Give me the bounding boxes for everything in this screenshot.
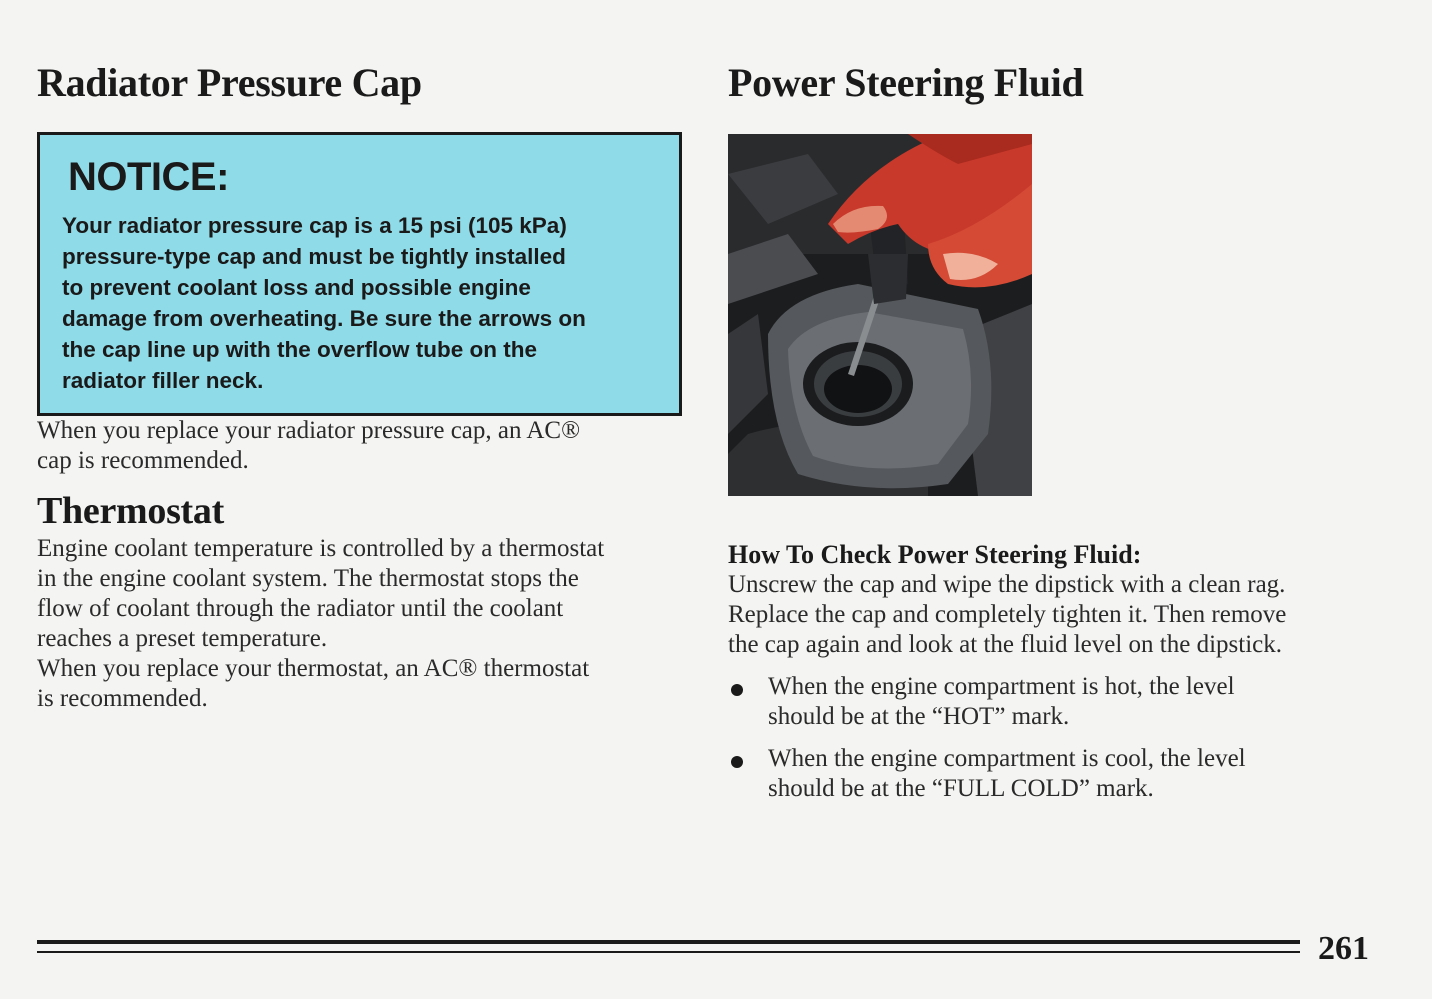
how-to-check-subheading: How To Check Power Steering Fluid: <box>728 540 1142 569</box>
text-line: Engine coolant temperature is controlled by a thermostat <box>37 534 605 562</box>
footer-rule-thin <box>37 951 1300 953</box>
notice-line: to prevent coolant loss and possible engine <box>62 275 531 300</box>
notice-title: NOTICE: <box>68 155 229 199</box>
text-line: When you replace your thermostat, an AC® thermostat <box>37 654 590 682</box>
bullet-icon <box>731 756 743 768</box>
notice-line: radiator filler neck. <box>62 368 264 393</box>
notice-text <box>62 210 657 396</box>
level-bullets <box>728 672 1378 804</box>
text-line: should be at the “HOT” mark. <box>768 703 1070 730</box>
list-item <box>728 744 1378 804</box>
dipstick-photo <box>728 134 1032 496</box>
footer-rule <box>37 940 1300 958</box>
text-line: the cap again and look at the fluid level on the dipstick. <box>728 631 1283 658</box>
radiator-cap-paragraph <box>37 416 682 476</box>
radiator-heading: Radiator Pressure Cap <box>37 60 422 105</box>
left-column <box>37 60 682 714</box>
page-number: 261 <box>1318 930 1369 967</box>
text-line: When you replace your radiator pressure cap, an AC® <box>37 417 581 444</box>
text-line: Replace the cap and completely tighten it. Then remove <box>728 601 1287 628</box>
power-steering-heading: Power Steering Fluid <box>728 60 1084 105</box>
notice-line: Your radiator pressure cap is a 15 psi (105 kPa) <box>62 213 567 238</box>
text-line: When the engine compartment is cool, the level <box>768 745 1246 772</box>
notice-line: pressure-type cap and must be tightly installed <box>62 244 566 269</box>
bullet-text <box>768 672 1378 732</box>
notice-line: the cap line up with the overflow tube on the <box>62 337 538 362</box>
text-line: in the engine coolant system. The thermostat stops the <box>37 564 579 592</box>
instructions-paragraph <box>728 570 1378 660</box>
text-line: reaches a preset temperature. <box>37 624 328 652</box>
thermostat-replace-paragraph <box>37 654 682 714</box>
thermostat-heading: Thermostat <box>37 490 224 532</box>
text-line: cap is recommended. <box>37 447 249 474</box>
text-line: flow of coolant through the radiator until the coolant <box>37 594 564 622</box>
notice-line: damage from overheating. Be sure the arrows on <box>62 306 586 331</box>
list-item <box>728 672 1378 732</box>
thermostat-paragraph <box>37 534 682 654</box>
bullet-icon <box>731 684 743 696</box>
right-column <box>728 60 1378 816</box>
text-line: When the engine compartment is hot, the level <box>768 673 1235 700</box>
text-line: is recommended. <box>37 684 208 712</box>
notice-box <box>37 132 682 416</box>
text-line: should be at the “FULL COLD” mark. <box>768 775 1154 802</box>
footer-rule-thick <box>37 940 1300 944</box>
text-line: Unscrew the cap and wipe the dipstick with a clean rag. <box>728 571 1286 598</box>
bullet-text <box>768 744 1378 804</box>
